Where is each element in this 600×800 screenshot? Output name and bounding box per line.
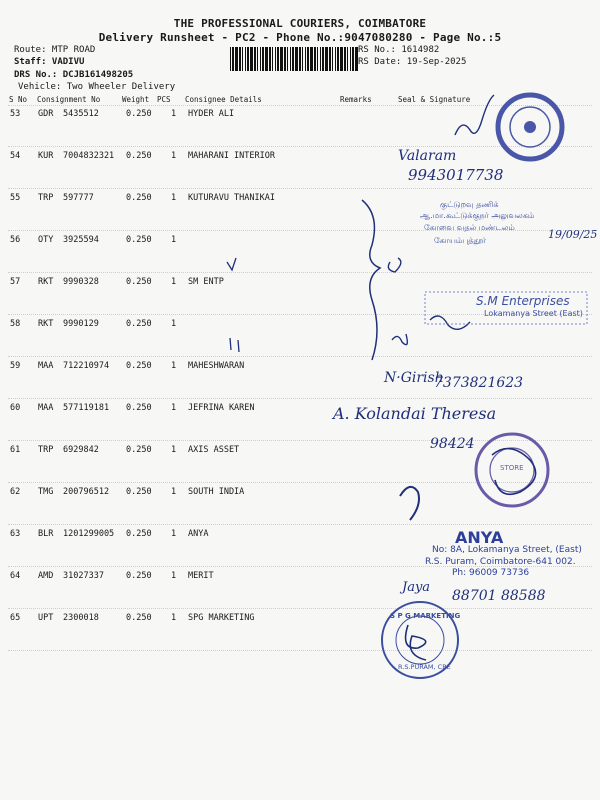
handwritten-phone-row-60: 98424	[430, 436, 475, 452]
row-origin: UPT	[38, 613, 54, 623]
tick-row-57	[227, 258, 236, 270]
row-consignee: KUTURAVU THANIKAI	[188, 193, 275, 203]
handwritten-signature-row-64: Jaya	[402, 580, 431, 595]
barcode-bar	[250, 47, 253, 71]
row-consignment: 597777	[63, 193, 94, 203]
row-consignment: 3925594	[63, 235, 99, 245]
barcode-bar	[287, 47, 288, 71]
row-origin: RKT	[38, 277, 54, 287]
rs-number: RS No.: 1614982	[358, 45, 440, 55]
barcode-bar	[269, 47, 271, 71]
tamil-stamp-line-2: ஆ.மா.கூட்டுக்குநர் அலுவலகம்	[420, 211, 535, 220]
row-origin: TRP	[38, 445, 54, 455]
row-sno: 56	[10, 235, 21, 245]
row-weight: 0.250	[126, 445, 152, 455]
barcode-bar	[299, 47, 301, 71]
barcode-bar	[265, 47, 268, 71]
row-weight: 0.250	[126, 361, 152, 371]
row-consignment: 1201299005	[63, 529, 115, 539]
row-sno: 53	[10, 109, 21, 119]
barcode-bar	[340, 47, 343, 71]
anya-stamp-address-2: R.S. Puram, Coimbatore-641 002.	[425, 557, 576, 567]
row-pcs: 1	[171, 613, 177, 623]
anya-stamp-phone: Ph: 96009 73736	[452, 568, 530, 578]
signature-row-57	[388, 258, 401, 272]
barcode-bar	[239, 47, 241, 71]
row-pcs: 1	[171, 109, 177, 119]
handwritten-phone-row-64: 88701 88588	[452, 588, 546, 604]
col-seal-signature: Seal & Signature	[398, 95, 471, 104]
row-weight: 0.250	[126, 109, 152, 119]
row-divider	[8, 608, 592, 609]
barcode-bar	[295, 47, 298, 71]
row-sno: 54	[10, 151, 21, 161]
spg-seal-place: R.S.PURAM, CBE	[398, 663, 451, 671]
runsheet-subtitle: Delivery Runsheet - PC2 - Phone No.:9047080280 - Page No.:5	[98, 31, 502, 44]
signature-row-65	[406, 625, 426, 660]
barcode-bar	[325, 47, 328, 71]
barcode-bar	[275, 47, 276, 71]
row-divider	[8, 188, 592, 189]
barcode-bar	[320, 47, 321, 71]
row-weight: 0.250	[126, 487, 152, 497]
barcode-bar	[352, 47, 354, 71]
row-consignment: 5435512	[63, 109, 99, 119]
col-consignee: Consignee Details	[185, 95, 262, 104]
row-divider	[8, 398, 592, 399]
handwritten-name-row-60: A. Kolandai Theresa	[333, 404, 497, 423]
spg-seal-name: S P G MARKETING	[390, 612, 461, 620]
row-consignee: HYDER ALI	[188, 109, 235, 119]
row-sno: 62	[10, 487, 21, 497]
vehicle-label: Vehicle: Two Wheeler Delivery	[18, 82, 176, 92]
row-weight: 0.250	[126, 277, 152, 287]
row-consignment: 577119181	[63, 403, 110, 413]
row-origin: GDR	[38, 109, 54, 119]
rs-date: RS Date: 19-Sep-2025	[358, 57, 467, 67]
col-sno: S No	[9, 95, 28, 104]
barcode-bar	[290, 47, 291, 71]
barcode-bar	[337, 47, 339, 71]
col-remarks: Remarks	[340, 95, 372, 104]
row-consignment: 200796512	[63, 487, 110, 497]
sm-enterprises-stamp-address: Lokamanya Street (East)	[484, 309, 583, 318]
row-weight: 0.250	[126, 403, 152, 413]
barcode-bar	[347, 47, 348, 71]
handwritten-name-row-54: Valaram	[398, 148, 457, 164]
row-divider	[8, 650, 592, 651]
tamil-stamp-line-3: கோவை வதல் மண்டலம்	[424, 223, 515, 232]
barcode-bar	[329, 47, 331, 71]
row-pcs: 1	[171, 445, 177, 455]
row-consignee: AXIS ASSET	[188, 445, 240, 455]
barcode-bar	[322, 47, 324, 71]
row-pcs: 1	[171, 403, 177, 413]
anya-stamp-address-1: No: 8A, Lokamanya Street, (East)	[432, 545, 582, 555]
barcode-bar	[260, 47, 261, 71]
barcode-bar	[302, 47, 303, 71]
row-sno: 65	[10, 613, 21, 623]
row-origin: TMG	[38, 487, 54, 497]
barcode-bar	[314, 47, 316, 71]
barcode-bar	[344, 47, 346, 71]
col-consignment: Consignment No	[37, 95, 101, 104]
bracket-mark	[362, 200, 380, 360]
barcode	[230, 47, 358, 71]
signature-row-58	[392, 316, 470, 345]
row-consignment: 2300018	[63, 613, 99, 623]
row-sno: 58	[10, 319, 21, 329]
tamil-stamp-line-1: குட்டுறவு தணிக்	[440, 200, 499, 209]
row-weight: 0.250	[126, 151, 152, 161]
row-weight: 0.250	[126, 613, 152, 623]
row-consignee: SM ENTP	[188, 277, 224, 287]
sm-enterprises-stamp-name: S.M Enterprises	[476, 294, 570, 308]
barcode-bar	[317, 47, 318, 71]
row-divider	[8, 524, 592, 525]
row-origin: OTY	[38, 235, 54, 245]
row-pcs: 1	[171, 529, 177, 539]
row-pcs: 1	[171, 193, 177, 203]
row-sno: 59	[10, 361, 21, 371]
barcode-bar	[284, 47, 286, 71]
row-pcs: 1	[171, 487, 177, 497]
col-pcs: PCS	[157, 95, 171, 104]
company-title: THE PROFESSIONAL COURIERS, COIMBATORE	[173, 17, 427, 30]
barcode-bar	[257, 47, 258, 71]
row-consignment: 7004832321	[63, 151, 115, 161]
row-origin: BLR	[38, 529, 54, 539]
row-divider	[8, 146, 592, 147]
row-consignment: 31027337	[63, 571, 104, 581]
row-origin: AMD	[38, 571, 54, 581]
row-sno: 64	[10, 571, 21, 581]
handwritten-date-row-55: 19/09/25	[548, 228, 598, 241]
barcode-bar	[247, 47, 249, 71]
row-pcs: 1	[171, 361, 177, 371]
row-pcs: 1	[171, 277, 177, 287]
row-consignee: MAHARANI INTERIOR	[188, 151, 275, 161]
row-weight: 0.250	[126, 529, 152, 539]
staff-label: Staff: VADIVU	[14, 57, 85, 67]
row-divider	[8, 272, 592, 273]
row-sno: 60	[10, 403, 21, 413]
row-pcs: 1	[171, 571, 177, 581]
barcode-bar	[305, 47, 306, 71]
barcode-bar	[254, 47, 256, 71]
row-origin: RKT	[38, 319, 54, 329]
barcode-bar	[307, 47, 309, 71]
drs-label: DRS No.: DCJB161498205	[14, 70, 134, 80]
row-consignee: MAHESHWARAN	[188, 361, 245, 371]
barcode-bar	[235, 47, 238, 71]
col-weight: Weight	[122, 95, 150, 104]
header-divider	[8, 105, 592, 106]
barcode-bar	[280, 47, 283, 71]
row-weight: 0.250	[126, 319, 152, 329]
barcode-bar	[332, 47, 333, 71]
row-divider	[8, 482, 592, 483]
barcode-bar	[277, 47, 279, 71]
barcode-bar	[350, 47, 351, 71]
row-consignee: ANYA	[188, 529, 209, 539]
barcode-bar	[272, 47, 273, 71]
row-weight: 0.250	[126, 235, 152, 245]
row-divider	[8, 440, 592, 441]
handwritten-phone-row-59: 7373821623	[434, 375, 524, 391]
row-weight: 0.250	[126, 571, 152, 581]
barcode-bar	[242, 47, 243, 71]
row-pcs: 1	[171, 151, 177, 161]
row-origin: MAA	[38, 403, 54, 413]
row-divider	[8, 356, 592, 357]
row-consignee: JEFRINA KAREN	[188, 403, 255, 413]
row-consignee: MERIT	[188, 571, 214, 581]
tick-row-59	[230, 338, 239, 352]
store-seal-text: STORE	[500, 464, 524, 472]
row-sno: 55	[10, 193, 21, 203]
row-consignment: 6929842	[63, 445, 99, 455]
handwritten-phone-row-54: 9943017738	[408, 166, 504, 184]
barcode-bar	[232, 47, 234, 71]
row-consignee: SOUTH INDIA	[188, 487, 245, 497]
row-weight: 0.250	[126, 193, 152, 203]
handwritten-signature-row-59: N·Girish	[384, 370, 444, 386]
row-pcs: 1	[171, 319, 177, 329]
row-sno: 61	[10, 445, 21, 455]
route-label: Route: MTP ROAD	[14, 45, 96, 55]
tamil-stamp-line-4: கோயம்புத்தூர்	[434, 236, 487, 245]
barcode-bar	[292, 47, 294, 71]
barcode-bar	[230, 47, 231, 71]
row-pcs: 1	[171, 235, 177, 245]
row-origin: KUR	[38, 151, 54, 161]
barcode-bar	[310, 47, 313, 71]
row-consignment: 9990328	[63, 277, 99, 287]
signature-row-62	[400, 487, 419, 520]
barcode-bar	[335, 47, 336, 71]
row-sno: 63	[10, 529, 21, 539]
barcode-bar	[262, 47, 264, 71]
row-sno: 57	[10, 277, 21, 287]
row-consignment: 712210974	[63, 361, 110, 371]
row-origin: TRP	[38, 193, 54, 203]
barcode-bar	[245, 47, 246, 71]
row-consignee: SPG MARKETING	[188, 613, 255, 623]
anya-stamp-name: ANYA	[455, 528, 504, 547]
row-consignment: 9990129	[63, 319, 99, 329]
row-origin: MAA	[38, 361, 54, 371]
